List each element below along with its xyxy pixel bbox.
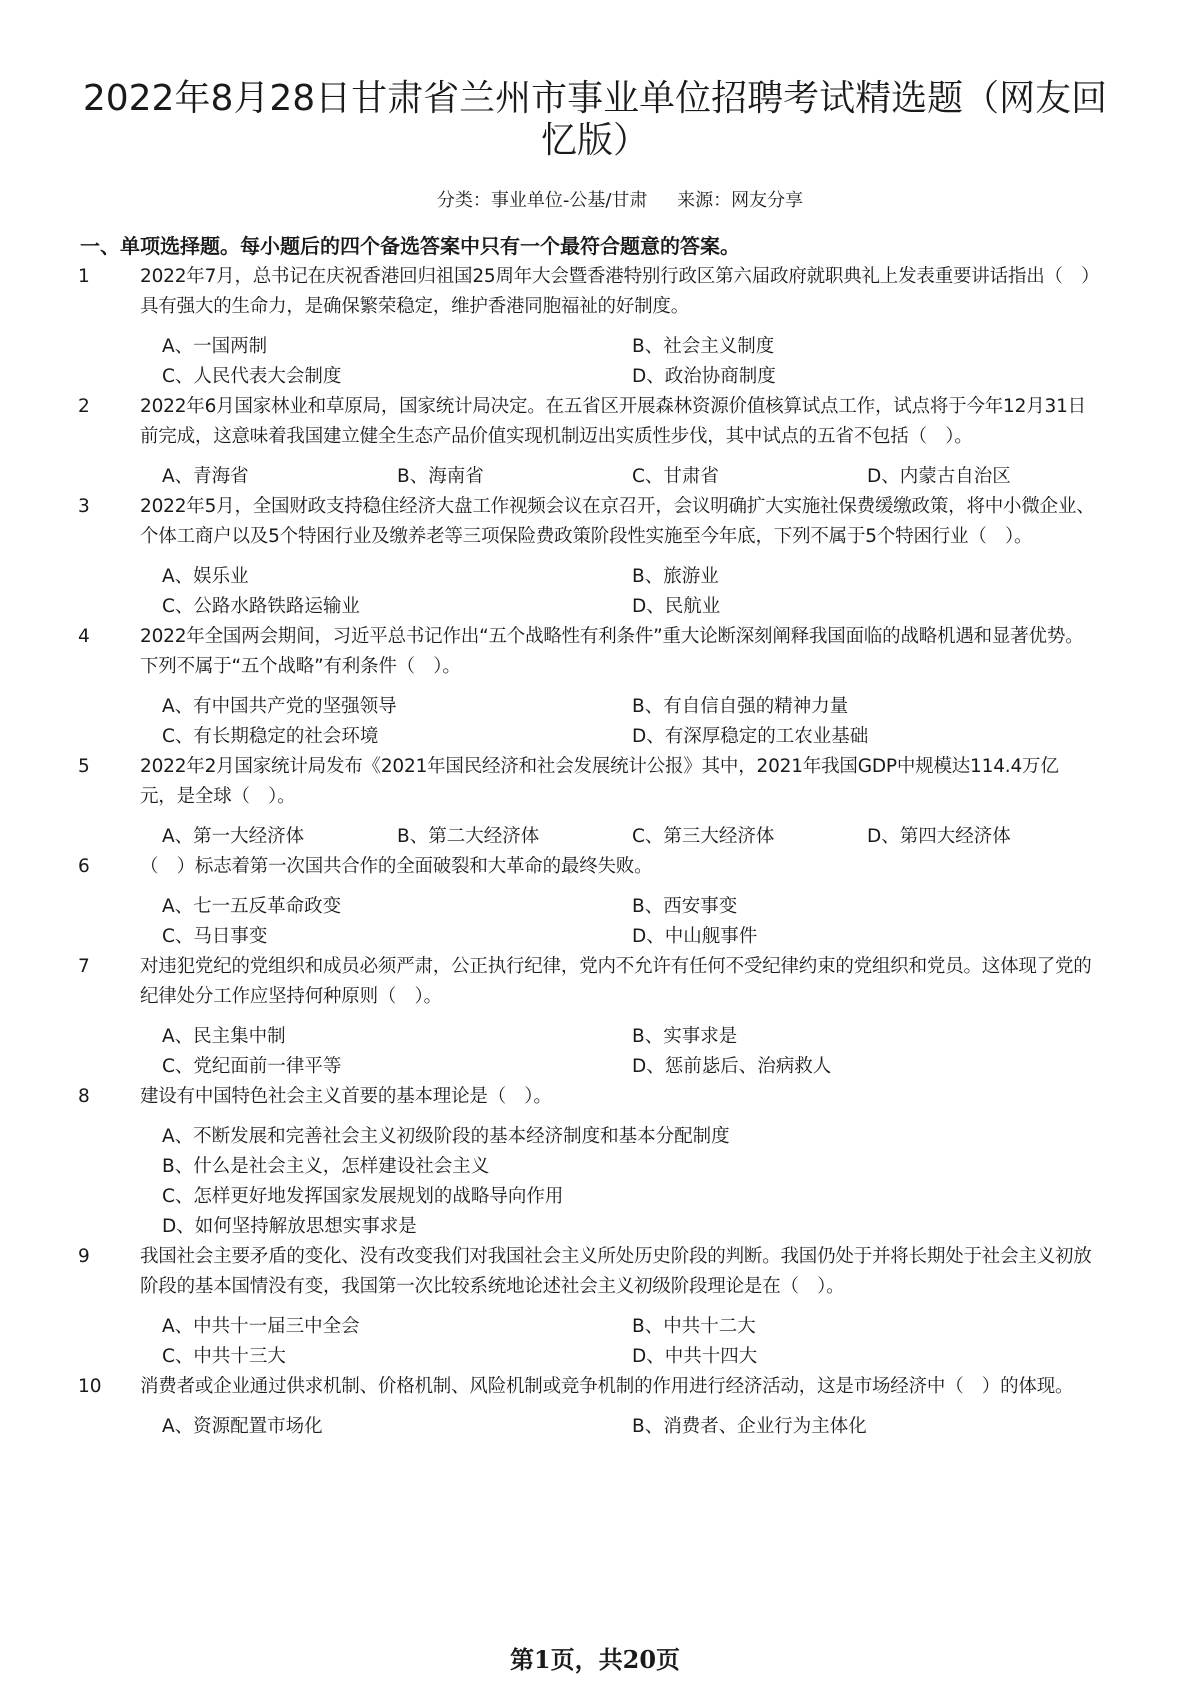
question-number: 8 <box>78 1086 90 1107</box>
option-list <box>162 692 1102 752</box>
option-c: C、怎样更好地发挥国家发展规划的战略导向作用 <box>162 1186 564 1207</box>
option-list <box>162 1312 1102 1372</box>
category-label: 分类：事业单位-公基/甘肃 <box>436 190 648 211</box>
question-number: 4 <box>78 626 90 647</box>
option-b: B、什么是社会主义，怎样建设社会主义 <box>162 1156 490 1177</box>
question-item <box>0 392 1190 492</box>
question-item <box>0 622 1190 752</box>
option-b: B、实事求是 <box>632 1026 738 1047</box>
option-b: B、海南省 <box>397 466 484 487</box>
question-text: 2022年5月，全国财政支持稳住经济大盘工作视频会议在京召开，会议明确扩大实施社保费缓缴政策，将中小微企业、个体工商户以及5个特困行业及缴养老等三项保险费政策阶段性实施至今年底，下列不属于5个特困行业（ ）。 <box>140 496 1095 547</box>
question-number: 7 <box>78 956 90 977</box>
question-item <box>0 262 1190 392</box>
question-text: 2022年2月国家统计局发布《2021年国民经济和社会发展统计公报》其中，2021年我国GDP中规模达114.4万亿元，是全球（ ）。 <box>140 756 1059 807</box>
question-item <box>0 1082 1190 1242</box>
option-b: B、有自信自强的精神力量 <box>632 696 849 717</box>
option-d: D、如何坚持解放思想实事求是 <box>162 1216 417 1237</box>
option-list <box>162 332 1102 392</box>
question-number: 6 <box>78 856 90 877</box>
option-a: A、娱乐业 <box>162 566 249 587</box>
question-number: 5 <box>78 756 90 777</box>
option-list <box>162 1122 1102 1242</box>
option-c: C、公路水路铁路运输业 <box>162 596 360 617</box>
question-item <box>0 752 1190 852</box>
question-number: 10 <box>78 1376 102 1397</box>
source-label: 来源：网友分享 <box>677 190 804 211</box>
option-b: B、消费者、企业行为主体化 <box>632 1416 867 1437</box>
option-c: C、有长期稳定的社会环境 <box>162 726 379 747</box>
question-item <box>0 852 1190 952</box>
question-text: 2022年6月国家林业和草原局，国家统计局决定。在五省区开展森林资源价值核算试点工作，试点将于今年12月31日前完成，这意味着我国建立健全生态产品价值实现机制迈出实质性步伐，其中试点的五省不包括（ ）。 <box>140 396 1086 447</box>
section-heading: 一、单项选择题。每小题后的四个备选答案中只有一个最符合题意的答案。 <box>80 234 740 258</box>
option-d: D、中共十四大 <box>632 1346 758 1367</box>
question-text: 我国社会主要矛盾的变化、没有改变我们对我国社会主义所处历史阶段的判断。我国仍处于并将长期处于社会主义初放阶段的基本国情没有变，我国第一次比较系统地论述社会主义初级阶段理论是在（ ）。 <box>140 1246 1092 1297</box>
option-d: D、惩前毖后、治病救人 <box>632 1056 832 1077</box>
option-b: B、社会主义制度 <box>632 336 775 357</box>
option-d: D、政治协商制度 <box>632 366 776 387</box>
question-number: 2 <box>78 396 90 417</box>
option-d: D、民航业 <box>632 596 721 617</box>
option-d: D、有深厚稳定的工农业基础 <box>632 726 869 747</box>
option-c: C、人民代表大会制度 <box>162 366 342 387</box>
option-b: B、西安事变 <box>632 896 738 917</box>
question-item <box>0 492 1190 622</box>
option-a: A、一国两制 <box>162 336 268 357</box>
option-a: A、中共十一届三中全会 <box>162 1316 360 1337</box>
option-list <box>162 822 1102 852</box>
option-list <box>162 892 1102 952</box>
option-b: B、旅游业 <box>632 566 719 587</box>
option-a: A、有中国共产党的坚强领导 <box>162 696 397 717</box>
option-b: B、中共十二大 <box>632 1316 756 1337</box>
option-c: C、党纪面前一律平等 <box>162 1056 342 1077</box>
question-number: 3 <box>78 496 90 517</box>
option-list <box>162 1022 1102 1082</box>
option-list <box>162 1412 1102 1442</box>
question-text: （ ）标志着第一次国共合作的全面破裂和大革命的最终失败。 <box>140 856 653 877</box>
question-number: 1 <box>78 266 90 287</box>
option-a: A、不断发展和完善社会主义初级阶段的基本经济制度和基本分配制度 <box>162 1126 730 1147</box>
option-c: C、第三大经济体 <box>632 826 775 847</box>
option-d: D、中山舰事件 <box>632 926 758 947</box>
question-item <box>0 1242 1190 1372</box>
question-list <box>0 262 1190 1442</box>
question-text: 2022年7月，总书记在庆祝香港回归祖国25周年大会暨香港特别行政区第六届政府就职典礼上发表重要讲话指出（ ）具有强大的生命力，是确保繁荣稳定，维护香港同胞福祉的好制度。 <box>140 266 1091 317</box>
document-title: 2022年8月28日甘肃省兰州市事业单位招聘考试精选题（网友回忆版） <box>82 78 1108 161</box>
document-meta <box>0 186 1190 212</box>
option-c: C、中共十三大 <box>162 1346 286 1367</box>
question-number: 9 <box>78 1246 90 1267</box>
option-d: D、内蒙古自治区 <box>867 466 1011 487</box>
option-a: A、青海省 <box>162 466 249 487</box>
option-b: B、第二大经济体 <box>397 826 540 847</box>
option-a: A、民主集中制 <box>162 1026 286 1047</box>
option-a: A、第一大经济体 <box>162 826 305 847</box>
question-item <box>0 952 1190 1082</box>
option-a: A、资源配置市场化 <box>162 1416 323 1437</box>
option-d: D、第四大经济体 <box>867 826 1011 847</box>
question-text: 建设有中国特色社会主义首要的基本理论是（ ）。 <box>140 1086 552 1107</box>
question-text: 消费者或企业通过供求机制、价格机制、风险机制或竞争机制的作用进行经济活动，这是市场经济中（ ）的体现。 <box>140 1376 1074 1397</box>
option-c: C、马日事变 <box>162 926 268 947</box>
question-item <box>0 1372 1190 1442</box>
question-text: 2022年全国两会期间，习近平总书记作出“五个战略性有利条件”重大论断深刻阐释我国面临的战略机遇和显著优势。下列不属于“五个战略”有利条件（ ）。 <box>140 626 1084 677</box>
question-text: 对违犯党纪的党组织和成员必须严肃，公正执行纪律，党内不允许有任何不受纪律约束的党组织和党员。这体现了党的纪律处分工作应坚持何种原则（ ）。 <box>140 956 1092 1007</box>
option-a: A、七一五反革命政变 <box>162 896 342 917</box>
option-c: C、甘肃省 <box>632 466 719 487</box>
page-footer: 第1页，共20页 <box>509 1645 681 1674</box>
option-list <box>162 562 1102 622</box>
option-list <box>162 462 1102 492</box>
